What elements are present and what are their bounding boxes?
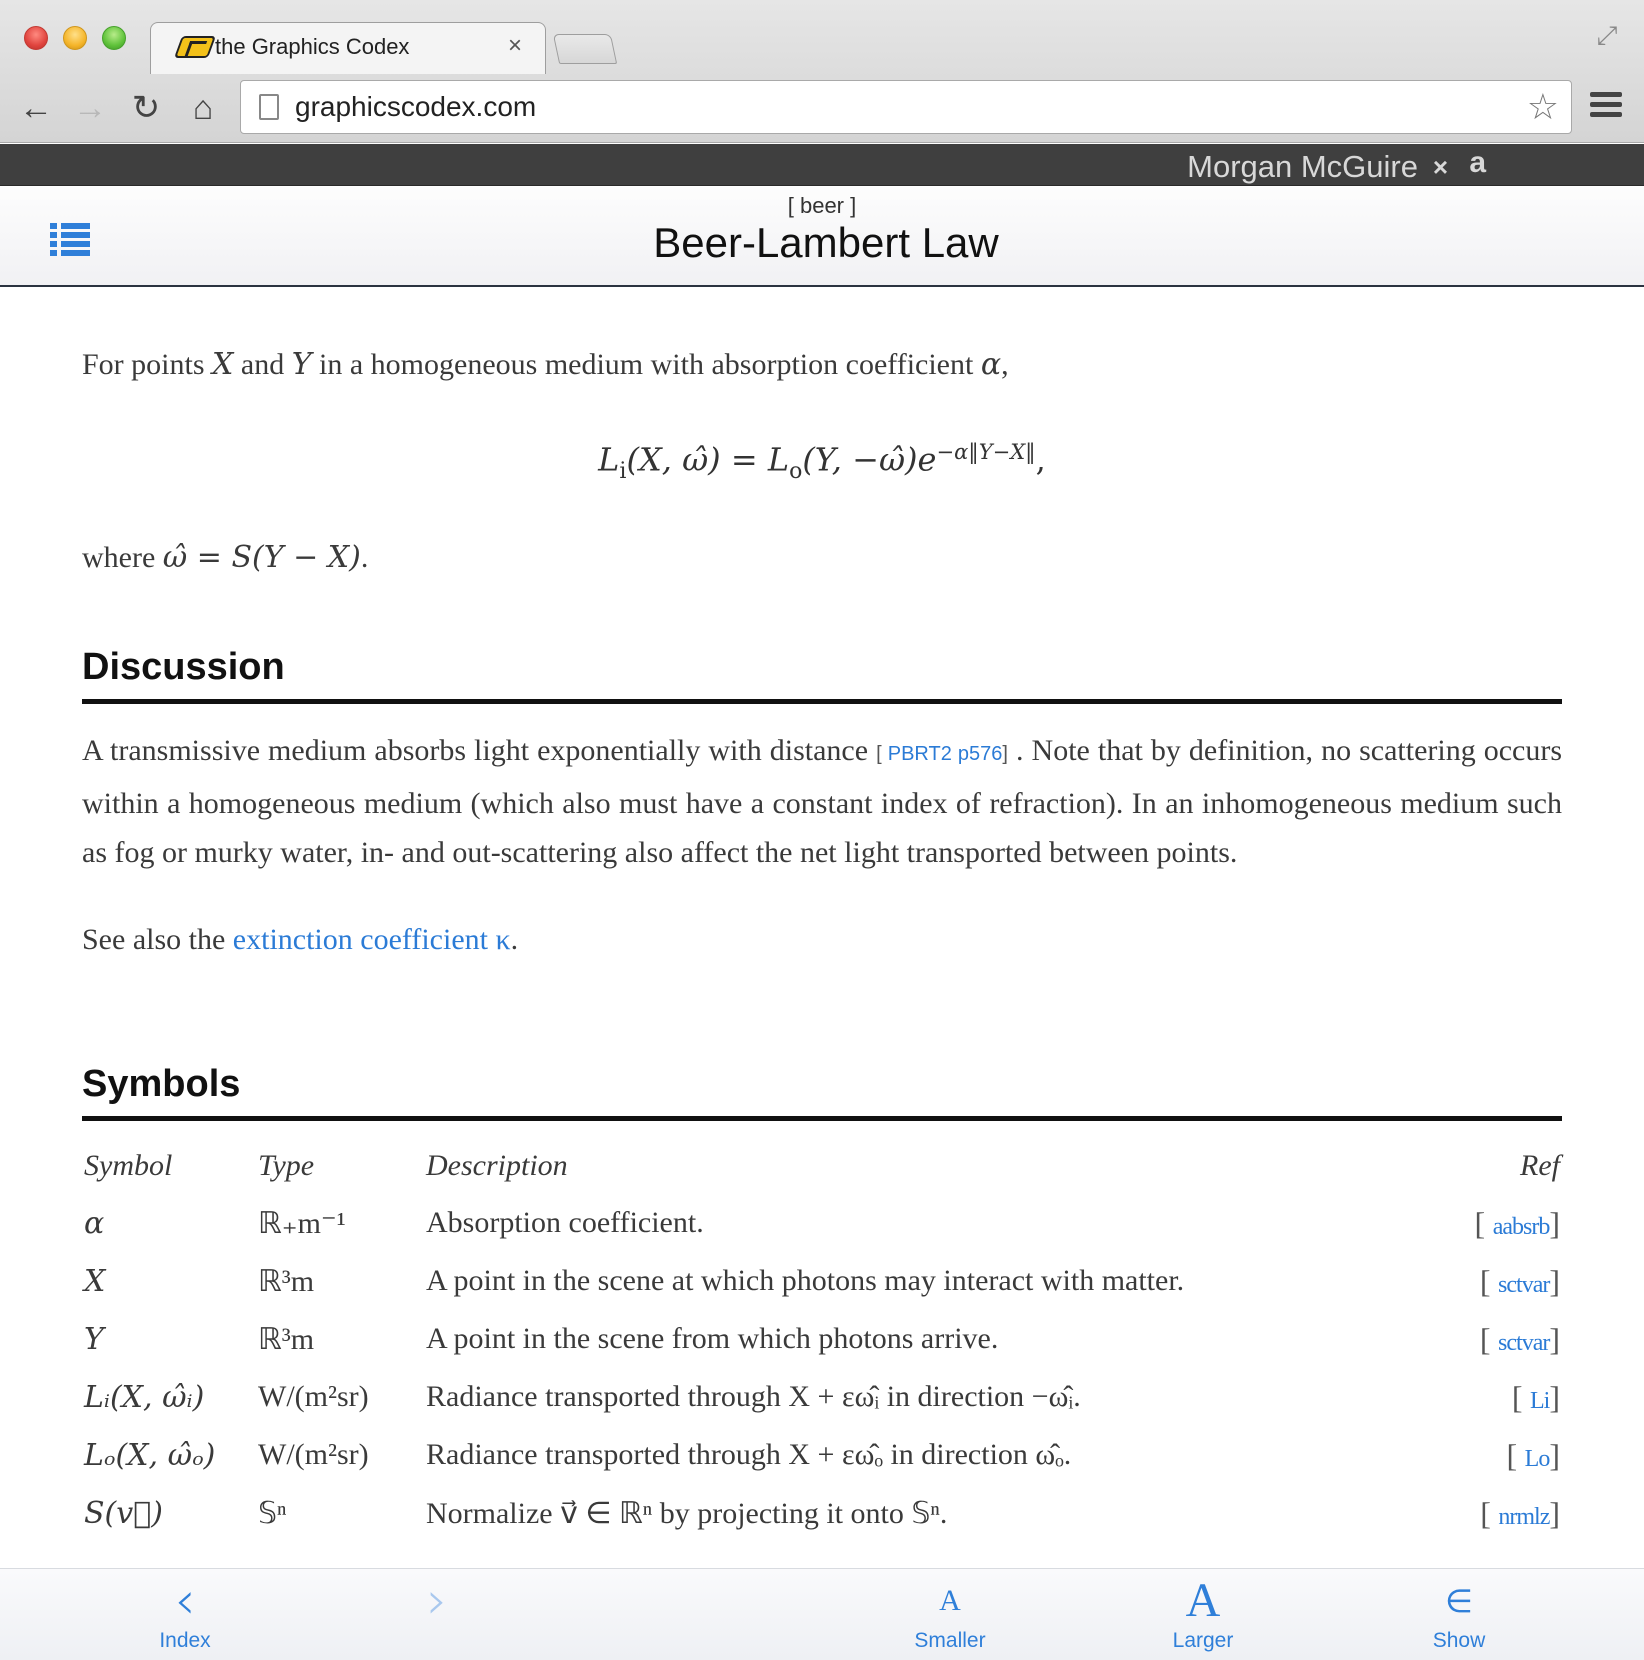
where-clause: where ω̂ = S(Y − X).	[82, 540, 369, 575]
new-tab-button[interactable]	[553, 34, 617, 64]
ref-cell: [ Li]	[1511, 1378, 1560, 1415]
url-text[interactable]: graphicscodex.com	[295, 91, 537, 122]
math-alpha: α	[980, 347, 1002, 382]
back-arrow-icon[interactable]: ←	[19, 89, 53, 127]
intro-paragraph: For points X and Y in a homogeneous medium with absorption coefficient α,	[82, 347, 1009, 382]
symbol-cell: Lᵢ(X, ω̂ᵢ)	[84, 1379, 205, 1415]
page-icon	[259, 94, 279, 120]
fullscreen-icon[interactable]: ⤢	[1596, 20, 1618, 50]
description-cell: Radiance transported through X + εω̂ₒ in direction ω̂ₒ.	[426, 1438, 1072, 1471]
forward-arrow-icon[interactable]: →	[73, 89, 107, 127]
page-key: [ beer ]	[787, 193, 857, 218]
type-cell: W/(m²sr)	[258, 1438, 369, 1471]
description-cell: Absorption coefficient.	[426, 1206, 704, 1239]
page-title: Beer-Lambert Law	[653, 219, 999, 266]
description-cell: A point in the scene from which photons arrive.	[426, 1322, 999, 1355]
type-cell: ℝ³m	[258, 1322, 315, 1356]
font-larger-icon: A	[1185, 1574, 1221, 1627]
math-y: Y	[291, 347, 312, 382]
ref-link-li[interactable]: Li	[1530, 1387, 1550, 1414]
chevron-right-icon: ›	[426, 1571, 448, 1631]
ref-link-nrmlz[interactable]: nrmlz	[1498, 1503, 1550, 1530]
column-header-description: Description	[426, 1149, 568, 1182]
symbol-cell: X	[84, 1263, 106, 1299]
ref-cell: [ Lo]	[1506, 1436, 1560, 1473]
next-button[interactable]	[377, 1573, 497, 1629]
reload-icon[interactable]: ↻	[131, 89, 161, 127]
table-row	[82, 1368, 1562, 1426]
close-icon[interactable]: ×	[1432, 152, 1448, 182]
ref-cell: [ sctvar]	[1479, 1320, 1560, 1357]
home-icon[interactable]: ⌂	[192, 89, 214, 127]
show-label: Show	[1432, 1629, 1486, 1652]
type-cell: W/(m²sr)	[258, 1380, 369, 1413]
discussion-heading: Discussion	[82, 646, 1562, 704]
ref-link-aabsrb[interactable]: aabsrb	[1492, 1213, 1550, 1240]
symbol-cell: S(v⃗)	[84, 1495, 163, 1531]
smaller-text-button[interactable]	[890, 1573, 1010, 1653]
math-x: X	[212, 347, 234, 382]
index-button[interactable]	[125, 1573, 245, 1653]
tab-close-button[interactable]: ×	[508, 32, 523, 59]
type-cell: 𝕊ⁿ	[258, 1496, 287, 1530]
font-smaller-icon: A	[939, 1584, 961, 1617]
ref-cell: [ nrmlz]	[1480, 1494, 1560, 1531]
larger-text-button[interactable]	[1143, 1573, 1263, 1653]
table-header-row	[82, 1138, 1562, 1194]
ref-cell: [ sctvar]	[1479, 1262, 1560, 1299]
table-row	[82, 1484, 1562, 1542]
symbol-cell: α	[84, 1205, 105, 1241]
extinction-coefficient-link[interactable]: extinction coefficient κ	[232, 923, 511, 956]
table-row	[82, 1310, 1562, 1368]
symbol-cell: Lₒ(X, ω̂ₒ)	[84, 1437, 216, 1473]
table-row	[82, 1252, 1562, 1310]
column-header-ref: Ref	[1520, 1149, 1560, 1182]
symbols-table	[82, 1138, 1562, 1542]
description-cell: A point in the scene at which photons may interact with matter.	[426, 1264, 1185, 1297]
ref-link-lo[interactable]: Lo	[1524, 1445, 1550, 1472]
user-name[interactable]: Morgan McGuire	[1187, 149, 1418, 184]
column-header-type: Type	[258, 1149, 315, 1182]
browser-chrome	[0, 0, 1644, 143]
window-close-button[interactable]	[24, 26, 48, 50]
table-row	[82, 1194, 1562, 1252]
description-cell: Radiance transported through X + εω̂ᵢ in direction −ω̂ᵢ.	[426, 1380, 1081, 1413]
description-cell: Normalize v⃗ ∈ ℝⁿ by projecting it onto 𝕊ⁿ.	[426, 1496, 948, 1530]
discussion-paragraph: A transmissive medium absorbs light exponentially with distance [ PBRT2 p576] . Note that by definition, no scattering occurs within a homogeneous medium (which also must have a constant index of refraction). In an inhomogeneous medium such as fog or murky water, in- and out-scattering also affect the net light transported between points.	[82, 734, 1563, 869]
table-row	[82, 1426, 1562, 1484]
chevron-left-icon: ‹	[174, 1571, 196, 1631]
type-cell: ℝ³m	[258, 1264, 315, 1298]
index-label: Index	[159, 1629, 211, 1652]
ref-cell: [ aabsrb]	[1474, 1204, 1560, 1241]
star-icon[interactable]: ☆	[1526, 86, 1559, 127]
ref-link-sctvar[interactable]: sctvar	[1498, 1271, 1550, 1298]
column-header-symbol: Symbol	[84, 1149, 173, 1182]
show-symbols-button[interactable]	[1399, 1573, 1519, 1653]
window-zoom-button[interactable]	[102, 26, 126, 50]
smaller-label: Smaller	[914, 1629, 986, 1652]
citation-pbrt2[interactable]: [ PBRT2 p576]	[876, 743, 1008, 765]
window-minimize-button[interactable]	[63, 26, 87, 50]
beer-lambert-equation: $L_i(X$, ω̂) = $L_o(Y$, $-\omegâ)e^{-\alpha‖Y-X‖}$,	[598, 440, 1046, 485]
type-cell: ℝ₊m⁻¹	[258, 1206, 346, 1240]
amazon-icon[interactable]: a	[1469, 146, 1486, 179]
see-also-paragraph: See also the extinction coefficient κ.	[82, 923, 519, 956]
address-bar[interactable]	[240, 80, 1572, 134]
tab-title: the Graphics Codex	[215, 34, 410, 59]
element-of-icon: ∈	[1445, 1582, 1473, 1620]
extension-bar	[0, 144, 1644, 186]
hamburger-menu-icon[interactable]	[1590, 92, 1622, 122]
larger-label: Larger	[1172, 1629, 1234, 1652]
page-header	[0, 187, 1644, 287]
ref-link-sctvar[interactable]: sctvar	[1498, 1329, 1550, 1356]
symbols-heading: Symbols	[82, 1063, 1562, 1121]
bottom-navigation-bar	[0, 1568, 1644, 1660]
symbol-cell: Y	[84, 1321, 104, 1357]
